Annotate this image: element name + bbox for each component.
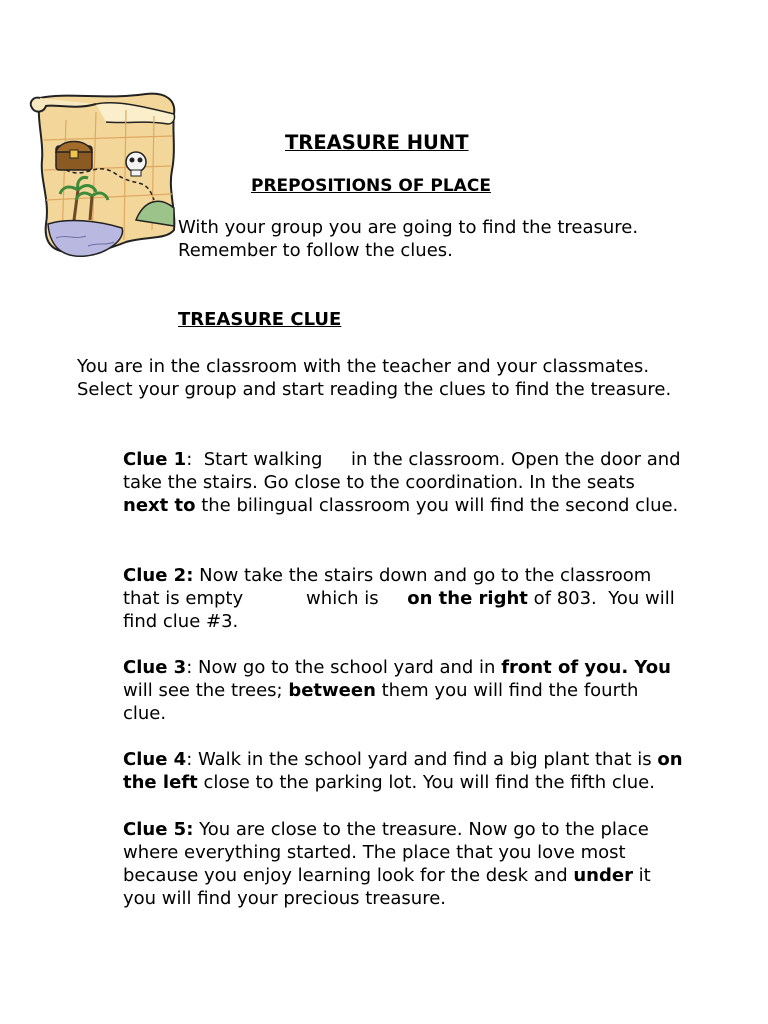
clue-text: the bilingual classroom you will find the second clue. [195, 495, 679, 516]
clue-4 [123, 748, 683, 794]
page-subtitle: PREPOSITIONS OF PLACE [251, 176, 491, 196]
clue-keyword: next to [123, 495, 196, 516]
clue-keyword: front of you. You [501, 657, 671, 678]
clue-line [123, 564, 675, 587]
clue-line: where everything started. The place that you love most [123, 842, 626, 863]
intro-line: Remember to follow the clues. [178, 240, 453, 261]
intro-line: With your group you are going to find the treasure. [178, 217, 639, 238]
clue-line: take the stairs. Go close to the coordination. In the seats [123, 472, 635, 493]
treasure-clue-heading: TREASURE CLUE [178, 309, 342, 330]
clue-line [123, 748, 683, 771]
clue-line [123, 771, 683, 794]
clue-label: Clue 5: [123, 819, 194, 840]
clue-label: Clue 2: [123, 565, 194, 586]
clue-label: Clue 4 [123, 749, 187, 770]
clue-text: close to the parking lot. You will find the fifth clue. [197, 772, 655, 793]
clue-keyword: under [573, 865, 633, 886]
clue-1 [123, 448, 681, 517]
clue-line [123, 448, 681, 471]
clue-text: of 803. You will [527, 588, 675, 609]
clue-line [123, 656, 671, 679]
clue-keyword: on [657, 749, 683, 770]
clue-text: it [632, 865, 651, 886]
clue-3 [123, 656, 671, 725]
clue-text: : Walk in the school yard and find a big plant that is [186, 749, 658, 770]
intro-paragraph [178, 216, 638, 262]
clue-text: You are close to the treasure. Now go to the place [193, 819, 649, 840]
clue-line [123, 494, 681, 517]
clue-5 [123, 818, 651, 910]
clue-line [123, 587, 675, 610]
clue-label: Clue 1 [123, 449, 187, 470]
clue-line [123, 818, 651, 841]
clue-line [123, 679, 671, 702]
clue-text: because you enjoy learning look for the desk and [123, 865, 574, 886]
clue-2 [123, 564, 675, 633]
lead-line: Select your group and start reading the clues to find the treasure. [77, 379, 672, 400]
treasure-map-icon [26, 90, 186, 262]
clue-line: clue. [123, 703, 167, 724]
clue-text: that is empty which is [123, 588, 408, 609]
clue-label: Clue 3 [123, 657, 187, 678]
clue-line: find clue #3. [123, 611, 239, 632]
clue-keyword: on the right [407, 588, 528, 609]
clue-text: Now take the stairs down and go to the classroom [193, 565, 652, 586]
lead-line: You are in the classroom with the teacher and your classmates. [77, 356, 650, 377]
page-title: TREASURE HUNT [285, 131, 469, 154]
clue-keyword: the left [123, 772, 198, 793]
clue-text: them you will find the fourth [375, 680, 639, 701]
clue-text: : Now go to the school yard and in [186, 657, 502, 678]
clue-text: will see the trees; [123, 680, 289, 701]
clue-text: : Start walking in the classroom. Open the door and [186, 449, 681, 470]
clue-line [123, 864, 651, 887]
clue-keyword: between [288, 680, 376, 701]
lead-paragraph [77, 355, 671, 401]
clue-line: you will find your precious treasure. [123, 888, 447, 909]
